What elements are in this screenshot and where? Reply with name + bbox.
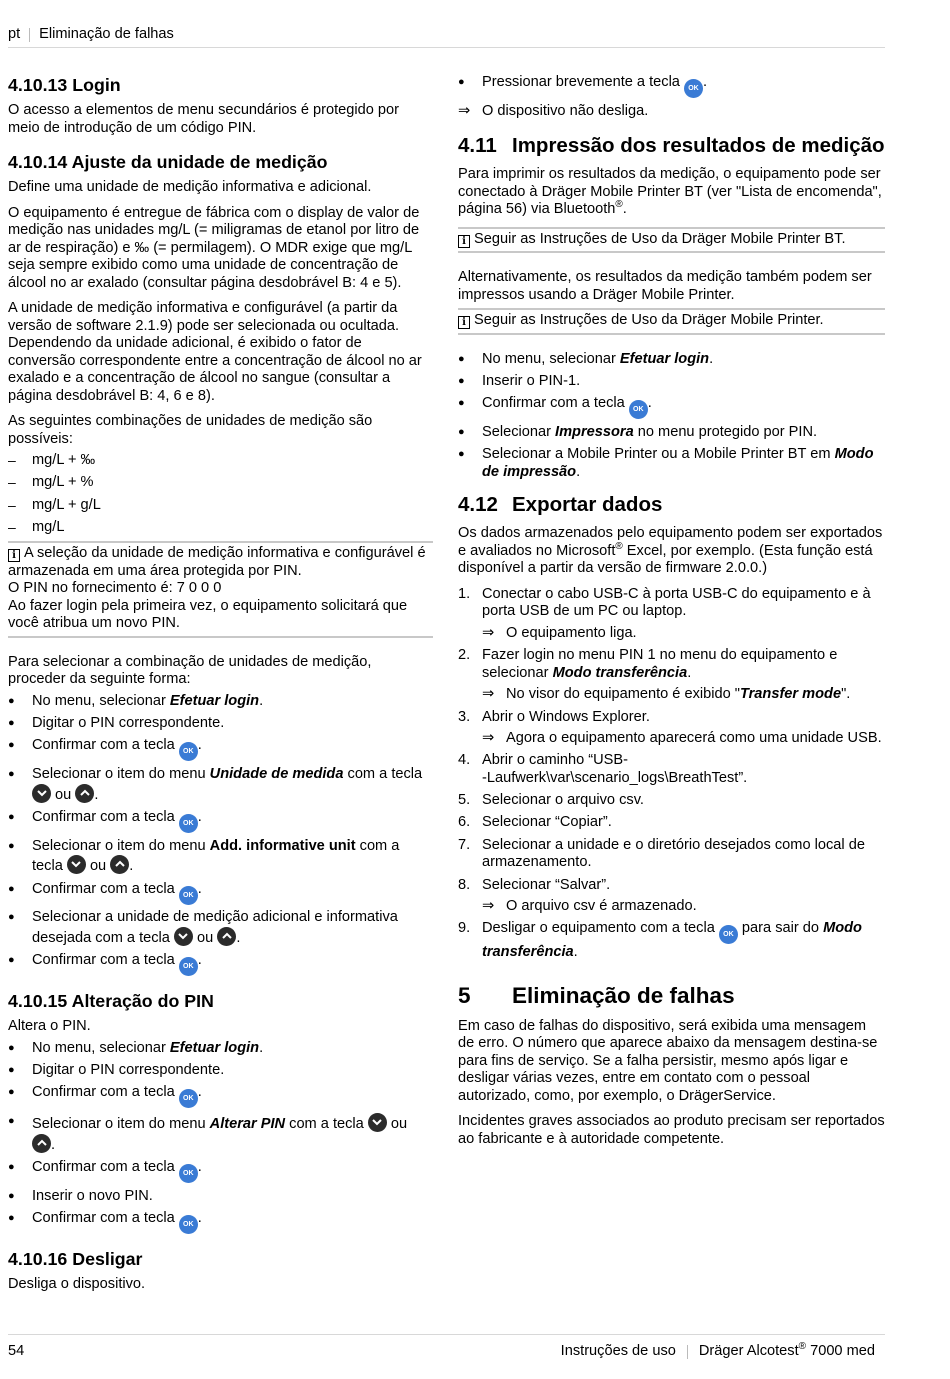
list-item: ● Digitar o PIN correspondente. [8, 1062, 433, 1080]
ok-key-icon: OK [179, 1089, 198, 1108]
step-text: Selecionar “Copiar”. [482, 814, 612, 831]
menu-item-efetuar-login: Efetuar login [169, 1039, 260, 1056]
list-item: – mg/L + % [8, 474, 433, 492]
down-key-icon [32, 784, 51, 803]
list-item [8, 809, 433, 833]
product-name: Dräger Alcotest [698, 1343, 799, 1359]
step-text: para sair do [737, 920, 824, 937]
header-divider [29, 28, 30, 42]
step-text: ou [85, 858, 111, 875]
paragraph-text: Para imprimir os resultados da medição, o equipamento pode ser conectado à Dräger Mobile Printer BT (ver "Lista de encomenda", página 56) via Bluetooth [458, 166, 882, 218]
info-icon: i [458, 316, 470, 329]
paragraph: Incidentes graves associados ao produto precisam ser reportados ao fabricante e à autoridade competente. [458, 1113, 885, 1147]
result-text: O dispositivo não desliga. [482, 102, 649, 119]
list-item [458, 395, 885, 419]
heading-4-12 [458, 493, 885, 517]
paragraph: Para selecionar a combinação de unidades de medição, proceder da seguinte forma: [8, 653, 372, 688]
footer-doc-info [561, 1343, 875, 1361]
heading-5 [458, 982, 885, 1010]
note-text: Seguir as Instruções de Uso da Dräger Mobile Printer BT. [474, 230, 846, 247]
list-item [8, 766, 433, 804]
registered-mark: ® [615, 199, 623, 211]
list-item [458, 351, 885, 369]
step-text: . [709, 350, 714, 367]
step-number: 3. [458, 708, 471, 725]
heading-4-11 [458, 134, 885, 158]
paragraph [458, 166, 885, 219]
step-text: No menu, selecionar [32, 692, 170, 709]
list-item [458, 752, 885, 787]
step-text: . [129, 858, 134, 875]
up-key-icon [32, 1134, 51, 1153]
list-item [8, 909, 433, 947]
list-item [8, 881, 433, 905]
left-column [8, 74, 433, 1302]
ok-key-icon: OK [179, 886, 198, 905]
step-text: Confirmar com a tecla [32, 809, 179, 826]
step-text: . [647, 395, 652, 412]
paragraph-text: Os dados armazenados pelo equipamento podem ser exportados e avaliados no Microsoft [458, 525, 883, 559]
list-item [458, 74, 885, 98]
menu-item-efetuar-login: Efetuar login [169, 692, 260, 709]
step-text: . [94, 786, 99, 803]
step-text: Fazer login no menu PIN 1 no menu do equipamento e selecionar [482, 647, 838, 681]
page-number: 54 [8, 1343, 25, 1359]
list-item [458, 647, 885, 704]
info-icon: i [458, 235, 470, 248]
paragraph: Define uma unidade de medição informativa e adicional. [8, 179, 372, 195]
step-text: . [236, 929, 241, 946]
step-number: 6. [458, 814, 471, 831]
unit-combinations-list [8, 452, 433, 536]
menu-item-impressora: Impressora [555, 424, 634, 441]
list-item [8, 1113, 433, 1154]
step-text: . [197, 952, 202, 969]
footer-divider [687, 1345, 688, 1359]
ok-key-icon: OK [179, 957, 198, 976]
step-number: 5. [458, 792, 471, 809]
list-item: – mg/L + g/L [8, 497, 433, 515]
up-key-icon [217, 927, 236, 946]
list-item: – mg/L [8, 519, 433, 537]
step-text: Abrir o caminho “USB- -Laufwerk\var\scenario_logs\BreathTest”. [482, 752, 748, 786]
down-key-icon [174, 927, 193, 946]
ok-key-icon: OK [684, 79, 703, 98]
step-text: com a tecla [32, 837, 400, 875]
result-line [458, 103, 885, 121]
step-text: No menu, selecionar [32, 1039, 170, 1056]
step-number: 1. [458, 585, 471, 602]
note-box [458, 308, 885, 335]
step-text: . [197, 1158, 202, 1175]
up-key-icon [75, 784, 94, 803]
info-icon: i [8, 549, 20, 562]
step-text: . [197, 737, 202, 754]
result-arrow-icon: ⇒ [482, 686, 495, 703]
menu-item-alterar-pin: Alterar PIN [209, 1116, 286, 1133]
note-box [458, 227, 885, 254]
product-model: 7000 med [806, 1343, 875, 1359]
step-text: Selecionar a unidade e o diretório desejados como local de armazenamento. [482, 836, 865, 871]
step-text: Confirmar com a tecla [32, 952, 179, 969]
heading-4-10-15: 4.10.15 Alteração do PIN [8, 991, 214, 1012]
menu-item-modo-de-impressao: Modo de impressão [482, 446, 874, 480]
result-arrow-icon: ⇒ [458, 102, 471, 119]
section-title: Exportar dados [512, 493, 663, 517]
menu-item-efetuar-login: Efetuar login [619, 350, 710, 367]
step-text: Selecionar o arquivo csv. [482, 792, 644, 809]
step-text: Confirmar com a tecla [32, 1158, 179, 1175]
step-text: Desligar o equipamento com a tecla [482, 920, 719, 937]
paragraph: Alternativamente, os resultados da medição também podem ser impressos usando a Dräger Mobile Printer. [458, 269, 872, 303]
list-item [8, 838, 433, 876]
list-item [458, 814, 885, 832]
menu-item-modo-transferencia: Modo transferência [482, 920, 862, 961]
step-text: ou [51, 786, 76, 803]
list-item: ● Inserir o PIN-1. [458, 373, 885, 391]
list-item [458, 837, 885, 872]
result-line [482, 730, 885, 748]
step-text: . [687, 664, 692, 681]
paragraph: O equipamento é entregue de fábrica com o display de valor de medição nas unidades mg/L (= miligramas de etanol por litro de ar de respiração) e ‰ (= permilagem). O MDR exige que mg/L seja sempre exibido como uma unidade de concentração de álcool no ar exalado (consultar página desdobrável B: 4 e 5). [8, 204, 420, 291]
step-text: . [51, 1136, 56, 1153]
result-line [482, 625, 885, 643]
list-item [458, 877, 885, 916]
result-text: ". [841, 686, 851, 703]
export-steps-list [458, 586, 885, 962]
result-line [482, 898, 885, 916]
ok-key-icon: OK [629, 400, 648, 419]
step-text: . [576, 463, 581, 480]
step-text: ou [386, 1116, 408, 1133]
procedure-list [8, 693, 433, 976]
step-number: 8. [458, 876, 471, 893]
list-item [458, 586, 885, 643]
note-text: Seguir as Instruções de Uso da Dräger Mobile Printer. [474, 312, 824, 329]
step-text: . [702, 74, 708, 90]
list-item [8, 1159, 433, 1183]
ok-key-icon: OK [179, 1215, 198, 1234]
result-line [482, 686, 885, 704]
list-item [8, 693, 433, 711]
result-arrow-icon: ⇒ [482, 898, 495, 915]
page-footer [8, 1334, 885, 1364]
step-number: 7. [458, 836, 471, 853]
paragraph: Desliga o dispositivo. [8, 1276, 146, 1293]
step-text: com a tecla [285, 1116, 368, 1133]
step-text: . [573, 944, 578, 961]
step-text: no menu protegido por PIN. [633, 424, 818, 441]
down-key-icon [368, 1113, 387, 1132]
list-item [458, 446, 885, 481]
step-text: Selecionar o item do menu [32, 1116, 210, 1133]
list-item [8, 1084, 433, 1108]
note-text: A seleção da unidade de medição informativa e configurável é armazenada em uma área protegida por PIN. [8, 545, 426, 579]
result-text: O equipamento liga. [506, 624, 637, 641]
procedure-list [458, 74, 885, 98]
menu-item-modo-transferencia: Modo transferência [552, 664, 688, 681]
paragraph: Altera o PIN. [8, 1018, 91, 1035]
result-arrow-icon: ⇒ [482, 624, 495, 641]
ok-key-icon: OK [179, 1164, 198, 1183]
result-arrow-icon: ⇒ [482, 730, 495, 747]
step-text: . [197, 809, 202, 826]
heading-4-10-16: 4.10.16 Desligar [8, 1249, 143, 1270]
list-item [458, 920, 885, 962]
up-key-icon [110, 855, 129, 874]
step-text: . [259, 1039, 264, 1056]
list-item: ● Digitar o PIN correspondente. [8, 715, 433, 733]
note-text: O PIN no fornecimento é: 7 0 0 0 [8, 580, 222, 597]
header-lang: pt [8, 26, 21, 42]
list-item: – mg/L + ‰ [8, 452, 433, 470]
list-item [8, 1210, 433, 1234]
paragraph: Em caso de falhas do dispositivo, será exibida uma mensagem de erro. O número que aparece abaixo da mensagem destina-se para fins de serviço. Se a falha persistir, mesmo após ligar e desligar várias vezes, entre em contato com o pessoal autorizado, como, por exemplo, o DrägerService. [458, 1017, 878, 1104]
step-text: . [197, 880, 202, 897]
procedure-list [8, 1040, 433, 1234]
menu-item-unidade-de-medida: Unidade de medida [209, 766, 344, 783]
result-text: Agora o equipamento aparecerá como uma unidade USB. [506, 730, 882, 747]
section-title: Impressão dos resultados de medição [512, 134, 885, 158]
note-box [8, 541, 433, 638]
step-text: Confirmar com a tecla [32, 1210, 179, 1227]
step-text: Confirmar com a tecla [32, 880, 179, 897]
step-number: 9. [458, 920, 471, 937]
list-item [458, 709, 885, 748]
step-text: Selecionar “Salvar”. [482, 876, 611, 893]
section-number: 4.12 [458, 493, 498, 517]
list-item [458, 792, 885, 810]
paragraph [458, 525, 885, 578]
down-key-icon [67, 855, 86, 874]
ok-key-icon: OK [179, 742, 198, 761]
paragraph-text: . [622, 201, 627, 218]
list-item [8, 1040, 433, 1058]
chapter-number: 5 [458, 982, 471, 1008]
list-item [458, 424, 885, 442]
step-text: Confirmar com a tecla [482, 395, 629, 412]
note-text: Ao fazer login pela primeira vez, o equipamento solicitará que você atribua um novo PIN. [8, 597, 408, 632]
paragraph: As seguintes combinações de unidades de medição são possíveis: [8, 413, 373, 447]
step-text: . [197, 1210, 202, 1227]
paragraph-text: Excel, por exemplo. (Esta função está disponível a partir da versão de firmware 2.0.0.) [458, 542, 873, 577]
step-text: Selecionar [482, 424, 556, 441]
footer-product [699, 1343, 875, 1361]
heading-4-10-14: 4.10.14 Ajuste da unidade de medição [8, 152, 328, 172]
step-text: Abrir o Windows Explorer. [482, 708, 650, 725]
result-text: O arquivo csv é armazenado. [506, 898, 697, 915]
step-text: . [197, 1084, 202, 1101]
step-text: Selecionar a Mobile Printer ou a Mobile Printer BT em [482, 446, 835, 463]
ok-key-icon: OK [179, 814, 198, 833]
paragraph: O acesso a elementos de menu secundários é protegido por meio de introdução de um código PIN. [8, 102, 400, 136]
result-text: No visor do equipamento é exibido " [506, 686, 740, 703]
registered-mark: ® [798, 1341, 807, 1353]
list-item [8, 737, 433, 761]
header-section: Eliminação de falhas [39, 26, 174, 42]
step-text: com a tecla [343, 766, 423, 783]
list-item: ● Inserir o novo PIN. [8, 1188, 433, 1206]
heading-4-10-13: 4.10.13 Login [8, 75, 121, 95]
step-text: No menu, selecionar [482, 350, 620, 367]
step-number: 4. [458, 752, 471, 769]
ok-key-icon: OK [719, 925, 738, 944]
list-item [8, 952, 433, 976]
procedure-list [458, 351, 885, 482]
paragraph: A unidade de medição informativa e configurável (a partir da versão de software 2.1.9) pode ser selecionada ou ocultada. Dependendo da unidade adicional, é exibido o fator de conversão correspondente entre a concentração de álcool no ar exalado e a concentração de álcool no sangue (consultar a página desdobrável B: 4, 6 e 8). [8, 300, 422, 404]
display-text-transfer-mode: Transfer mode [739, 686, 842, 703]
step-text: Pressionar brevemente a tecla [482, 74, 684, 90]
step-text: Confirmar com a tecla [32, 1084, 179, 1101]
menu-item-add-informative-unit: Add. informative unit [209, 837, 356, 854]
step-text: Selecionar o item do menu [32, 837, 210, 854]
step-text: Confirmar com a tecla [32, 737, 179, 754]
right-column [458, 74, 885, 1156]
step-number: 2. [458, 647, 471, 664]
registered-mark: ® [615, 541, 623, 553]
step-text: Selecionar o item do menu [32, 766, 210, 783]
step-text: Conectar o cabo USB-C à porta USB-C do equipamento e à porta USB de um PC ou laptop. [482, 585, 871, 620]
chapter-title: Eliminação de falhas [512, 982, 735, 1008]
footer-doc-type: Instruções de uso [560, 1343, 676, 1359]
section-number: 4.11 [458, 134, 497, 158]
step-text: Selecionar a unidade de medição adicional e informativa desejada com a tecla [32, 909, 398, 946]
step-text: . [259, 692, 264, 709]
page-header [8, 26, 885, 48]
step-text: ou [192, 929, 218, 946]
